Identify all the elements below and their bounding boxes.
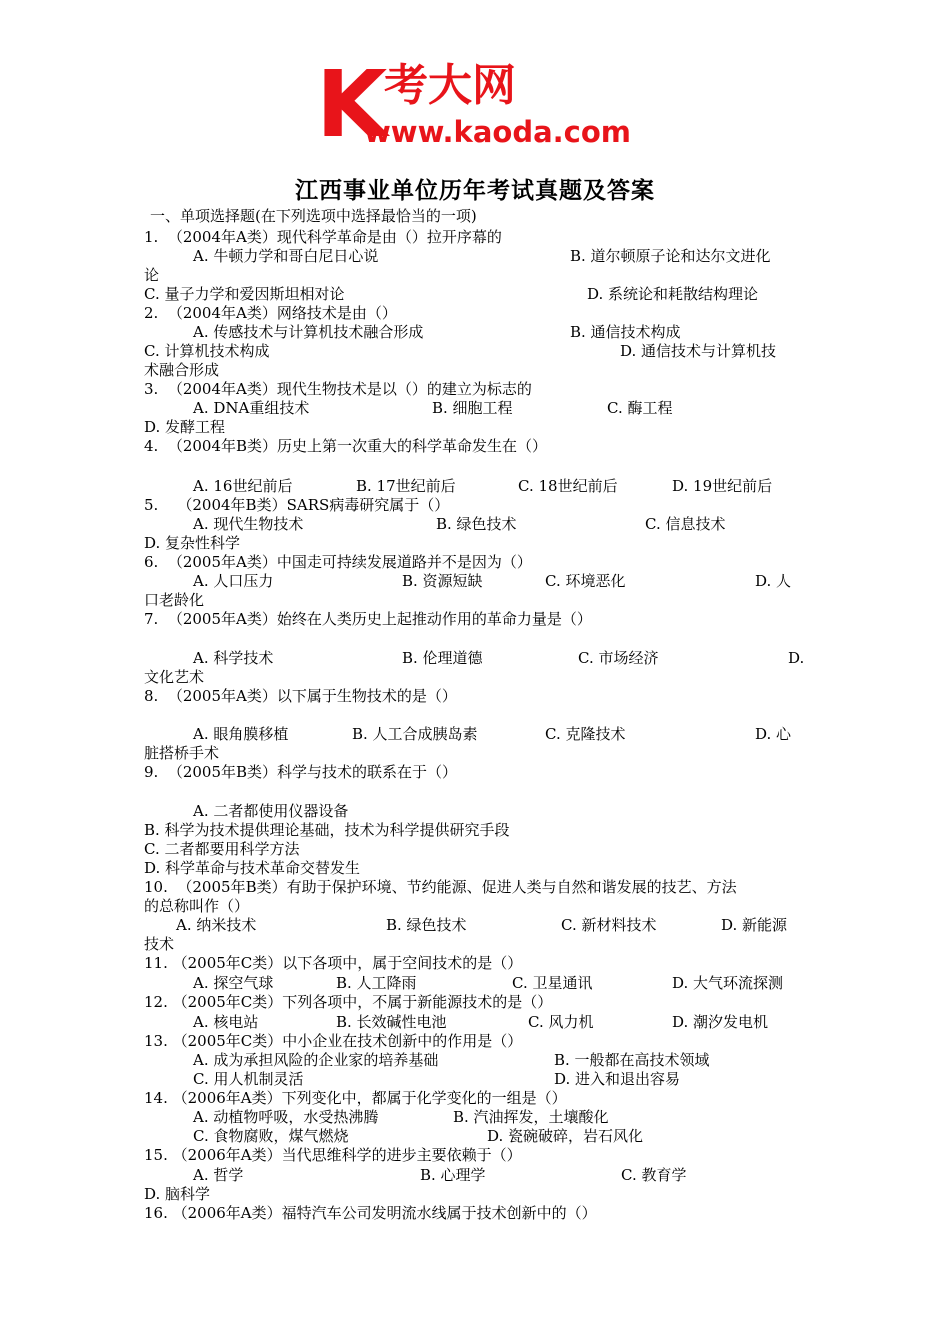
question-3-option-b: B. 细胞工程 <box>432 399 513 417</box>
question-1-option-d: D. 系统论和耗散结构理论 <box>587 285 759 303</box>
question-7-option-d-cont: 文化艺术 <box>144 668 205 686</box>
question-2-option-d: D. 通信技术与计算机技 <box>620 342 777 360</box>
question-6-option-a: A. 人口压力 <box>193 572 274 590</box>
question-4-option-c: C. 18世纪前后 <box>518 477 618 495</box>
question-8-option-d: D. 心 <box>755 725 792 743</box>
question-4-option-d: D. 19世纪前后 <box>672 477 773 495</box>
question-3-option-d: D. 发酵工程 <box>144 418 226 436</box>
question-9-option-c: C. 二者都要用科学方法 <box>144 840 300 858</box>
question-12-option-d: D. 潮汐发电机 <box>672 1013 769 1031</box>
question-5-option-a: A. 现代生物技术 <box>193 515 304 533</box>
logo-brand-text: 考大网 <box>384 60 516 111</box>
question-10-option-d-cont: 技术 <box>144 935 175 953</box>
question-13-option-c: C. 用人机制灵活 <box>193 1070 304 1088</box>
question-8-option-a: A. 眼角膜移植 <box>193 725 289 743</box>
question-2-option-d-cont: 术融合形成 <box>144 361 220 379</box>
question-5-option-d: D. 复杂性科学 <box>144 534 241 552</box>
question-7-option-d: D. <box>788 649 805 667</box>
question-13-stem: 13. （2005年C类）中小企业在技术创新中的作用是（） <box>144 1032 523 1050</box>
question-14-option-a: A. 动植物呼吸，水受热沸腾 <box>193 1108 379 1126</box>
section-heading: 一、单项选择题(在下列选项中选择最恰当的一项) <box>150 207 477 225</box>
question-8-stem: 8. （2005年A类）以下属于生物技术的是（） <box>144 687 457 705</box>
question-1-option-a: A. 牛顿力学和哥白尼日心说 <box>193 247 379 265</box>
question-2-option-b: B. 通信技术构成 <box>570 323 681 341</box>
question-1-option-c: C. 量子力学和爱因斯坦相对论 <box>144 285 345 303</box>
question-7-stem: 7. （2005年A类）始终在人类历史上起推动作用的革命力量是（） <box>144 610 592 628</box>
question-6-option-d-cont: 口老龄化 <box>144 591 205 609</box>
question-12-option-b: B. 长效碱性电池 <box>336 1013 447 1031</box>
question-1-option-b: B. 道尔顿原子论和达尔文进化 <box>570 247 771 265</box>
question-6-option-c: C. 环境恶化 <box>545 572 626 590</box>
question-10-option-d: D. 新能源 <box>721 916 788 934</box>
question-12-option-c: C. 风力机 <box>528 1013 594 1031</box>
question-8-option-d-cont: 脏搭桥手术 <box>144 744 220 762</box>
question-13-option-b: B. 一般都在高技术领域 <box>554 1051 710 1069</box>
question-1-option-b-cont: 论 <box>144 266 160 284</box>
question-4-option-b: B. 17世纪前后 <box>356 477 456 495</box>
question-12-stem: 12. （2005年C类）下列各项中，不属于新能源技术的是（） <box>144 993 553 1011</box>
question-11-option-a: A. 探空气球 <box>193 974 274 992</box>
question-6-option-b: B. 资源短缺 <box>402 572 483 590</box>
question-15-option-b: B. 心理学 <box>420 1166 486 1184</box>
question-14-stem: 14. （2006年A类）下列变化中，都属于化学变化的一组是（） <box>144 1089 567 1107</box>
question-6-option-d: D. 人 <box>755 572 792 590</box>
question-1-stem: 1. （2004年A类）现代科学革命是由（）拉开序幕的 <box>144 228 502 246</box>
question-13-option-d: D. 进入和退出容易 <box>554 1070 681 1088</box>
question-9-option-b: B. 科学为技术提供理论基础，技术为科学提供研究手段 <box>144 821 510 839</box>
logo-letter-k: K <box>316 56 388 152</box>
question-3-option-c: C. 酶工程 <box>607 399 673 417</box>
question-8-option-b: B. 人工合成胰岛素 <box>352 725 478 743</box>
question-16-stem: 16. （2006年A类）福特汽车公司发明流水线属于技术创新中的（） <box>144 1204 597 1222</box>
question-4-option-a: A. 16世纪前后 <box>193 477 293 495</box>
question-14-option-d: D. 瓷碗破碎，岩石风化 <box>487 1127 644 1145</box>
question-11-option-c: C. 卫星通讯 <box>512 974 593 992</box>
question-14-option-c: C. 食物腐败，煤气燃烧 <box>193 1127 349 1145</box>
question-2-stem: 2. （2004年A类）网络技术是由（） <box>144 304 397 322</box>
question-2-option-a: A. 传感技术与计算机技术融合形成 <box>193 323 424 341</box>
question-10-stem-cont: 的总称叫作（） <box>144 897 250 915</box>
question-3-option-a: A. DNA重组技术 <box>193 399 310 417</box>
logo-url-text: www.kaoda.com <box>364 115 631 149</box>
question-9-stem: 9. （2005年B类）科学与技术的联系在于（） <box>144 763 458 781</box>
question-9-option-a: A. 二者都使用仪器设备 <box>193 802 349 820</box>
question-9-option-d: D. 科学革命与技术革命交替发生 <box>144 859 361 877</box>
kaoda-logo <box>316 56 646 152</box>
document-title: 江西事业单位历年考试真题及答案 <box>295 178 655 204</box>
question-15-option-d: D. 脑科学 <box>144 1185 211 1203</box>
question-15-option-a: A. 哲学 <box>193 1166 244 1184</box>
question-7-option-b: B. 伦理道德 <box>402 649 483 667</box>
question-5-stem: 5. （2004年B类）SARS病毒研究属于（） <box>144 496 450 514</box>
question-10-stem: 10. （2005年B类）有助于保护环境、节约能源、促进人类与自然和谐发展的技艺、方法 <box>144 878 737 896</box>
question-7-option-a: A. 科学技术 <box>193 649 274 667</box>
question-15-stem: 15. （2006年A类）当代思维科学的进步主要依赖于（） <box>144 1146 522 1164</box>
question-7-option-c: C. 市场经济 <box>578 649 659 667</box>
question-10-option-b: B. 绿色技术 <box>386 916 467 934</box>
question-5-option-c: C. 信息技术 <box>645 515 726 533</box>
question-6-stem: 6. （2005年A类）中国走可持续发展道路并不是因为（） <box>144 553 532 571</box>
question-10-option-c: C. 新材料技术 <box>561 916 657 934</box>
question-8-option-c: C. 克隆技术 <box>545 725 626 743</box>
question-3-stem: 3. （2004年A类）现代生物技术是以（）的建立为标志的 <box>144 380 532 398</box>
question-4-stem: 4. （2004年B类）历史上第一次重大的科学革命发生在（） <box>144 437 548 455</box>
question-14-option-b: B. 汽油挥发，土壤酸化 <box>453 1108 609 1126</box>
kaoda-logo-mark <box>316 56 646 152</box>
question-13-option-a: A. 成为承担风险的企业家的培养基础 <box>193 1051 439 1069</box>
question-11-option-b: B. 人工降雨 <box>336 974 417 992</box>
question-12-option-a: A. 核电站 <box>193 1013 259 1031</box>
question-5-option-b: B. 绿色技术 <box>436 515 517 533</box>
question-11-stem: 11. （2005年C类）以下各项中，属于空间技术的是（） <box>144 954 523 972</box>
question-10-option-a: A. 纳米技术 <box>176 916 257 934</box>
question-15-option-c: C. 教育学 <box>621 1166 687 1184</box>
question-11-option-d: D. 大气环流探测 <box>672 974 784 992</box>
question-2-option-c: C. 计算机技术构成 <box>144 342 270 360</box>
